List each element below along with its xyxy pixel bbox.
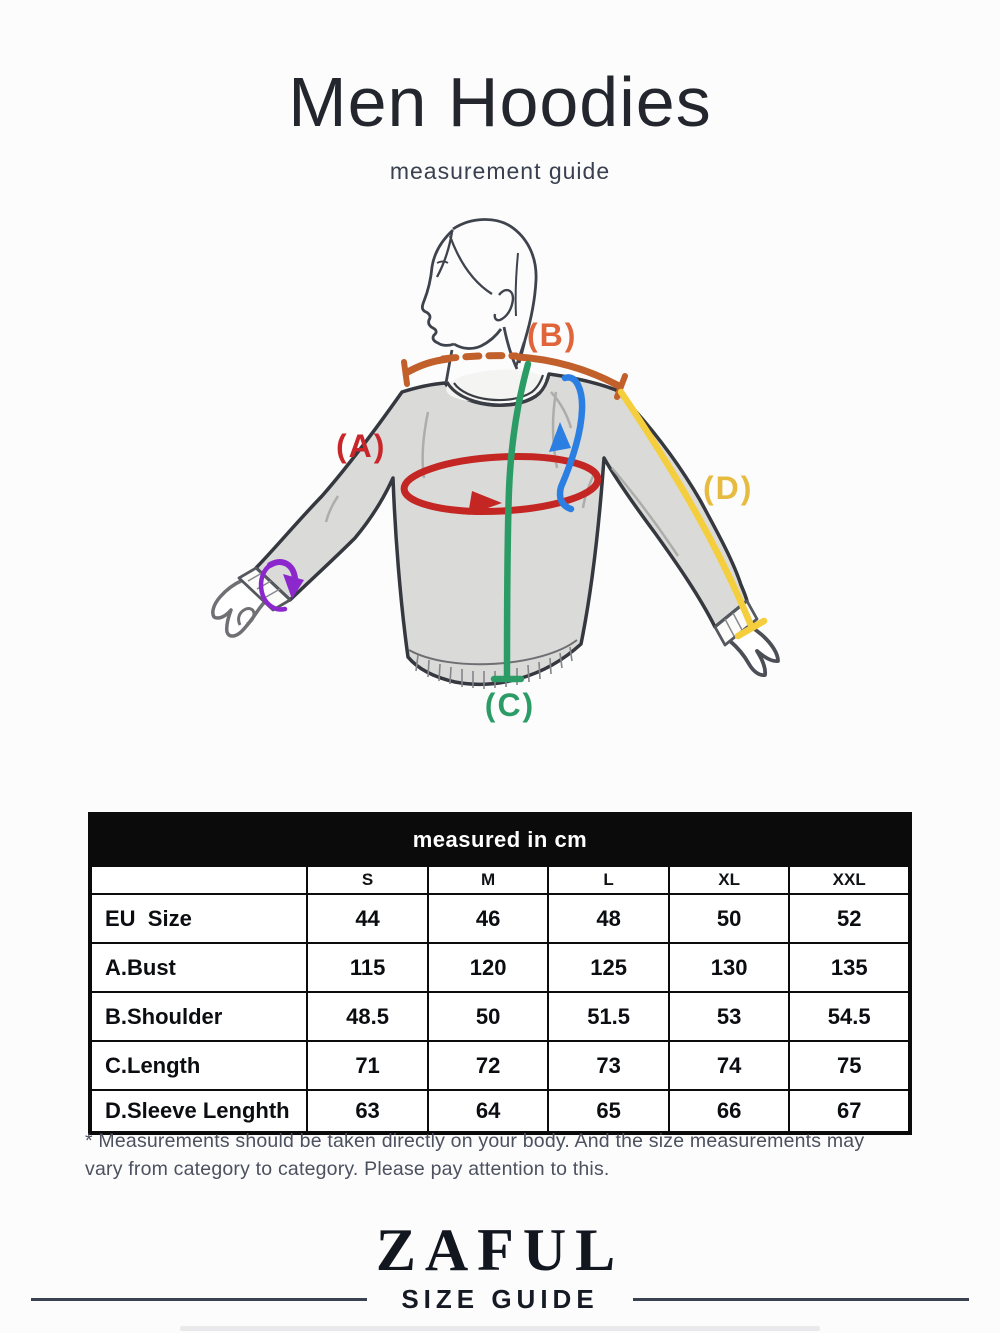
table-cell: 125 bbox=[548, 943, 669, 992]
size-col-header: L bbox=[548, 866, 669, 895]
row-label: D.Sleeve Lenghth bbox=[90, 1090, 307, 1133]
table-cell: 50 bbox=[428, 992, 549, 1041]
bottom-divider bbox=[180, 1326, 820, 1331]
size-table bbox=[88, 812, 912, 1135]
table-cell: 48.5 bbox=[307, 992, 428, 1041]
row-label: C.Length bbox=[90, 1041, 307, 1090]
table-cell: 130 bbox=[669, 943, 790, 992]
table-cell: 72 bbox=[428, 1041, 549, 1090]
head bbox=[422, 219, 536, 367]
table-cell: 50 bbox=[669, 894, 790, 943]
ear bbox=[495, 290, 513, 320]
jaw-line bbox=[454, 329, 501, 348]
table-cell: 46 bbox=[428, 894, 549, 943]
table-title: measured in cm bbox=[90, 814, 910, 866]
table-cell: 75 bbox=[789, 1041, 910, 1090]
table-row-length bbox=[90, 1041, 910, 1090]
table-cell: 74 bbox=[669, 1041, 790, 1090]
size-header-row bbox=[90, 866, 910, 895]
table-cell: 66 bbox=[669, 1090, 790, 1133]
label-d: (D) bbox=[703, 470, 754, 506]
table-row-bust bbox=[90, 943, 910, 992]
table-cell: 73 bbox=[548, 1041, 669, 1090]
row-label: B.Shoulder bbox=[90, 992, 307, 1041]
table-row-shoulder bbox=[90, 992, 910, 1041]
size-col-header: XXL bbox=[789, 866, 910, 895]
sweater-body bbox=[256, 374, 747, 684]
disclaimer-text: * Measurements should be taken directly on your body. And the size measurements may vary from category to category. Please pay attention to this. bbox=[85, 1130, 865, 1180]
table-cell: 65 bbox=[548, 1090, 669, 1133]
tagline-rule-left bbox=[31, 1298, 367, 1301]
table-cell: 44 bbox=[307, 894, 428, 943]
table-cell: 115 bbox=[307, 943, 428, 992]
table-row-sleeve-length bbox=[90, 1090, 910, 1133]
brand-tagline bbox=[0, 1284, 1000, 1315]
table-cell: 54.5 bbox=[789, 992, 910, 1041]
table-cell: 64 bbox=[428, 1090, 549, 1133]
hair-outline bbox=[453, 219, 536, 363]
hair-back-strand bbox=[516, 253, 518, 316]
table-cell: 52 bbox=[789, 894, 910, 943]
brand-logo: ZAFUL bbox=[375, 1217, 625, 1283]
label-c: (C) bbox=[484, 687, 536, 723]
row-label: A.Bust bbox=[90, 943, 307, 992]
row-label: EU Size bbox=[90, 894, 307, 943]
table-title-row bbox=[90, 814, 910, 866]
table-cell: 120 bbox=[428, 943, 549, 992]
label-a: (A) bbox=[336, 428, 387, 464]
page-title: Men Hoodies bbox=[288, 63, 712, 141]
table-cell: 53 bbox=[669, 992, 790, 1041]
table-cell: 51.5 bbox=[548, 992, 669, 1041]
table-cell: 67 bbox=[789, 1090, 910, 1133]
table-row-eu-size bbox=[90, 894, 910, 943]
size-col-header: XL bbox=[669, 866, 790, 895]
tagline-rule-right bbox=[633, 1298, 969, 1301]
table-cell: 71 bbox=[307, 1041, 428, 1090]
table-cell: 63 bbox=[307, 1090, 428, 1133]
page-subtitle: measurement guide bbox=[389, 158, 611, 184]
label-b: (B) bbox=[527, 317, 578, 353]
size-col-header: S bbox=[307, 866, 428, 895]
table-cell: 135 bbox=[789, 943, 910, 992]
tagline-text: SIZE GUIDE bbox=[401, 1284, 599, 1314]
table-cell: 48 bbox=[548, 894, 669, 943]
hair-sweep bbox=[450, 236, 492, 294]
size-corner-cell bbox=[90, 866, 307, 895]
size-col-header: M bbox=[428, 866, 549, 895]
